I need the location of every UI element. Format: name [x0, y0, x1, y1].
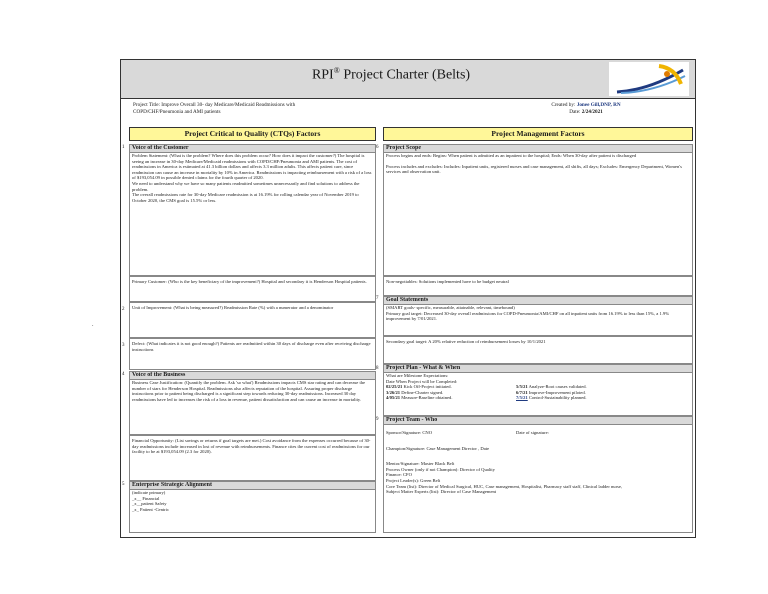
- section-number: 4: [122, 372, 125, 377]
- created-by-block: Created by: Jonee Gill,DNP, RN Date: 2/24/2021: [551, 102, 621, 115]
- section-number: 6: [376, 145, 379, 150]
- milestone-row: 02/25/21 Kick Off-Project initiated. 5/5/21 Analyze-Root causes validated.: [386, 384, 587, 390]
- project-leader: Project Leader(s): Green Belt: [386, 477, 441, 483]
- alignment-item: (indicate primary): [132, 490, 166, 495]
- mentor-signature: Mentor/Signature: Master Black Belt: [386, 461, 455, 467]
- milestone-date-link[interactable]: 7/5/21: [516, 395, 528, 401]
- project-charter-sheet: [120, 59, 696, 538]
- project-title-block: Project Title: Improve Overall 30- day Medicare/Medicaid Readmissions with COPD/CHF/Pneumonia and AMI patients: [133, 102, 296, 115]
- process-owner: Process Owner (only if not Champion): Director of Quality: [386, 466, 495, 472]
- problem-statement-2: We need to understand why we have so many patients readmitted sometimes unnecessarily and find solutions to address the problem.: [132, 180, 360, 192]
- smart-note: (SMART goals- specific, measurable, attainable, relevant, timebound): [386, 305, 515, 310]
- problem-statement-3: The overall readmissions rate for 30-day Medicare readmission is at 16.19% for rolling calendar year of November 2019 to October 2020, the CMS goal is 15.5% or less.: [132, 192, 359, 203]
- scope-includes-excludes: Process includes and excludes: Includes: Inpatient units, registered nurses and case management, all shifts, all days; Excludes: Emergency Department, Women's services and observation unit.: [386, 163, 682, 175]
- scope-begins-ends: Process begins and ends: Begins: When patient is admitted as an inpatient to the hospital; Ends: When 30-day after patient is discharged: [386, 153, 637, 158]
- voice-of-business: [129, 371, 376, 435]
- subject-matter-experts: Subject Matter Experts (list): Director of Case Management: [386, 489, 497, 495]
- section-number: 8: [376, 366, 379, 371]
- section-number: 3: [122, 343, 125, 348]
- project-team: [383, 416, 693, 533]
- alignment-item: _x__patient Safety: [132, 501, 167, 507]
- finance-member: Finance: CFO: [386, 472, 412, 478]
- rpi-logo-icon: [609, 62, 689, 96]
- secondary-goal: Secondary goal target: A 20% relative reduction of reimbursement losses by 10/1/2021: [383, 336, 693, 364]
- section-title: Project Team - Who: [384, 417, 692, 425]
- page-title: RPI® Project Charter (Belts): [311, 66, 471, 83]
- management-factors-heading: Project Management Factors: [383, 127, 693, 141]
- problem-statement: Problem Statement: (What is the problem? Where does this problem occur? How does it impact the customer?) The hospital is seeing an increase in 30-day Medicare/Medicaid readmissions with COPD/CHF/Pneumonia and AMI patients. The cost of readmissions in America is estimated at 41.3 billion dollars and affects 3.3 million adults. This affects patient care, since readmission can cause an increase in mortality by 10% in America. Readmissions is impacting reimbursement with a risk of a loss of $193,054.09 in possible denied claims for the fourth quarter of 2020.: [132, 153, 372, 181]
- section-title: Project Plan - What & When: [384, 365, 692, 373]
- unit-of-improvement: Unit of Improvement: (What is being measured?) Readmission Rate (%) with a numerator and a denominator: [129, 302, 376, 338]
- voice-of-customer: [129, 144, 376, 276]
- milestone-expectations: What are Milestone Expectations:: [386, 373, 449, 378]
- section-title: Voice of the Customer: [130, 145, 375, 153]
- primary-customer: Primary Customer: (Who is the key beneficiary of the improvement?) Hospital and secondary it is Henderson Hospital patients.: [129, 276, 376, 302]
- alignment-item: _x__ Financial: [132, 495, 160, 501]
- non-negotiables: Non-negotiables: Solutions implemented have to be budget neutral: [383, 276, 693, 296]
- section-number: 7: [376, 296, 379, 301]
- strategic-alignment: [129, 481, 376, 533]
- section-title: Voice of the Business: [130, 372, 375, 380]
- project-scope: [383, 144, 693, 276]
- stray-mark: .: [92, 322, 94, 328]
- section-number: 2: [122, 307, 125, 312]
- milestone-row: 4/05/21 Measure-Baseline obtained. 7/5/21 Control-Sustainability planned.: [386, 395, 587, 401]
- ctq-factors-heading: Project Critical to Quality (CTQs) Factors: [129, 127, 376, 141]
- section-number: 5: [122, 482, 125, 487]
- defect-definition: Defect: (What indicates it is not good enough?) Patients are readmitted within 30 days of discharge even after receiving discharge instructions: [129, 338, 376, 370]
- alignment-item: _x_ Patient -Centric: [132, 506, 169, 512]
- section-number: 1: [122, 145, 125, 150]
- charter-header: [121, 60, 695, 99]
- business-case: Business Case Justification: (Quantify the problem. Ask 'so what') Readmissions impacts CMS star rating and can decrease the number of stars for Henderson Hospital. Readmissions also affects reputation of the hospital. Assuring proper discharge instructions prior to patient being discharged is a significant step towards reducing 30-day readmissions. Increased 30 day readmissions have led to increases the risk of a loss in revenue, patient dissatisfaction and can cause an increase in mortality.: [132, 380, 366, 402]
- section-number: 9: [376, 417, 379, 422]
- completion-date-question: Date When Project will be Completed:: [386, 378, 458, 384]
- milestone-row: 3/26/21 Define-Charter signed. 6/7/21 Improve-Improvement piloted.: [386, 389, 586, 395]
- sponsor-row: Sponsor/Signature: CNO Date of signature:: [386, 430, 549, 435]
- primary-goal: Primary goal target: Decreased 30-day overall readmissions for COPD-Pneumonia/AMI/CHF on all inpatient units from 16.19% to less than 15%, a 1.9% improvement by 7/01/2021.: [386, 310, 670, 322]
- champion-signature: Champion/Signature: Case Management Director , Date: [386, 445, 490, 451]
- section-title: Goal Statements: [384, 297, 692, 305]
- goal-statements: [383, 296, 693, 336]
- financial-opportunity: Financial Opportunity: (List savings or returns if goal targets are met.) Cost avoidance from the expenses occurred because of 30-day readmissions include increased in lost of revenue with reimbursements. Finance cites the current cost of readmissions for our facility to be at $193,054.09 (2.3 for 2020).: [129, 435, 376, 481]
- core-team: Core Team (list): Director of Medical Surgical, HUC, Case management, Hospitalist, Pharmacy staff staff, Clinical ladder nurse,: [386, 483, 623, 489]
- section-title: Project Scope: [384, 145, 692, 153]
- project-plan: [383, 364, 693, 416]
- section-title: Enterprise Strategic Alignment: [130, 482, 375, 490]
